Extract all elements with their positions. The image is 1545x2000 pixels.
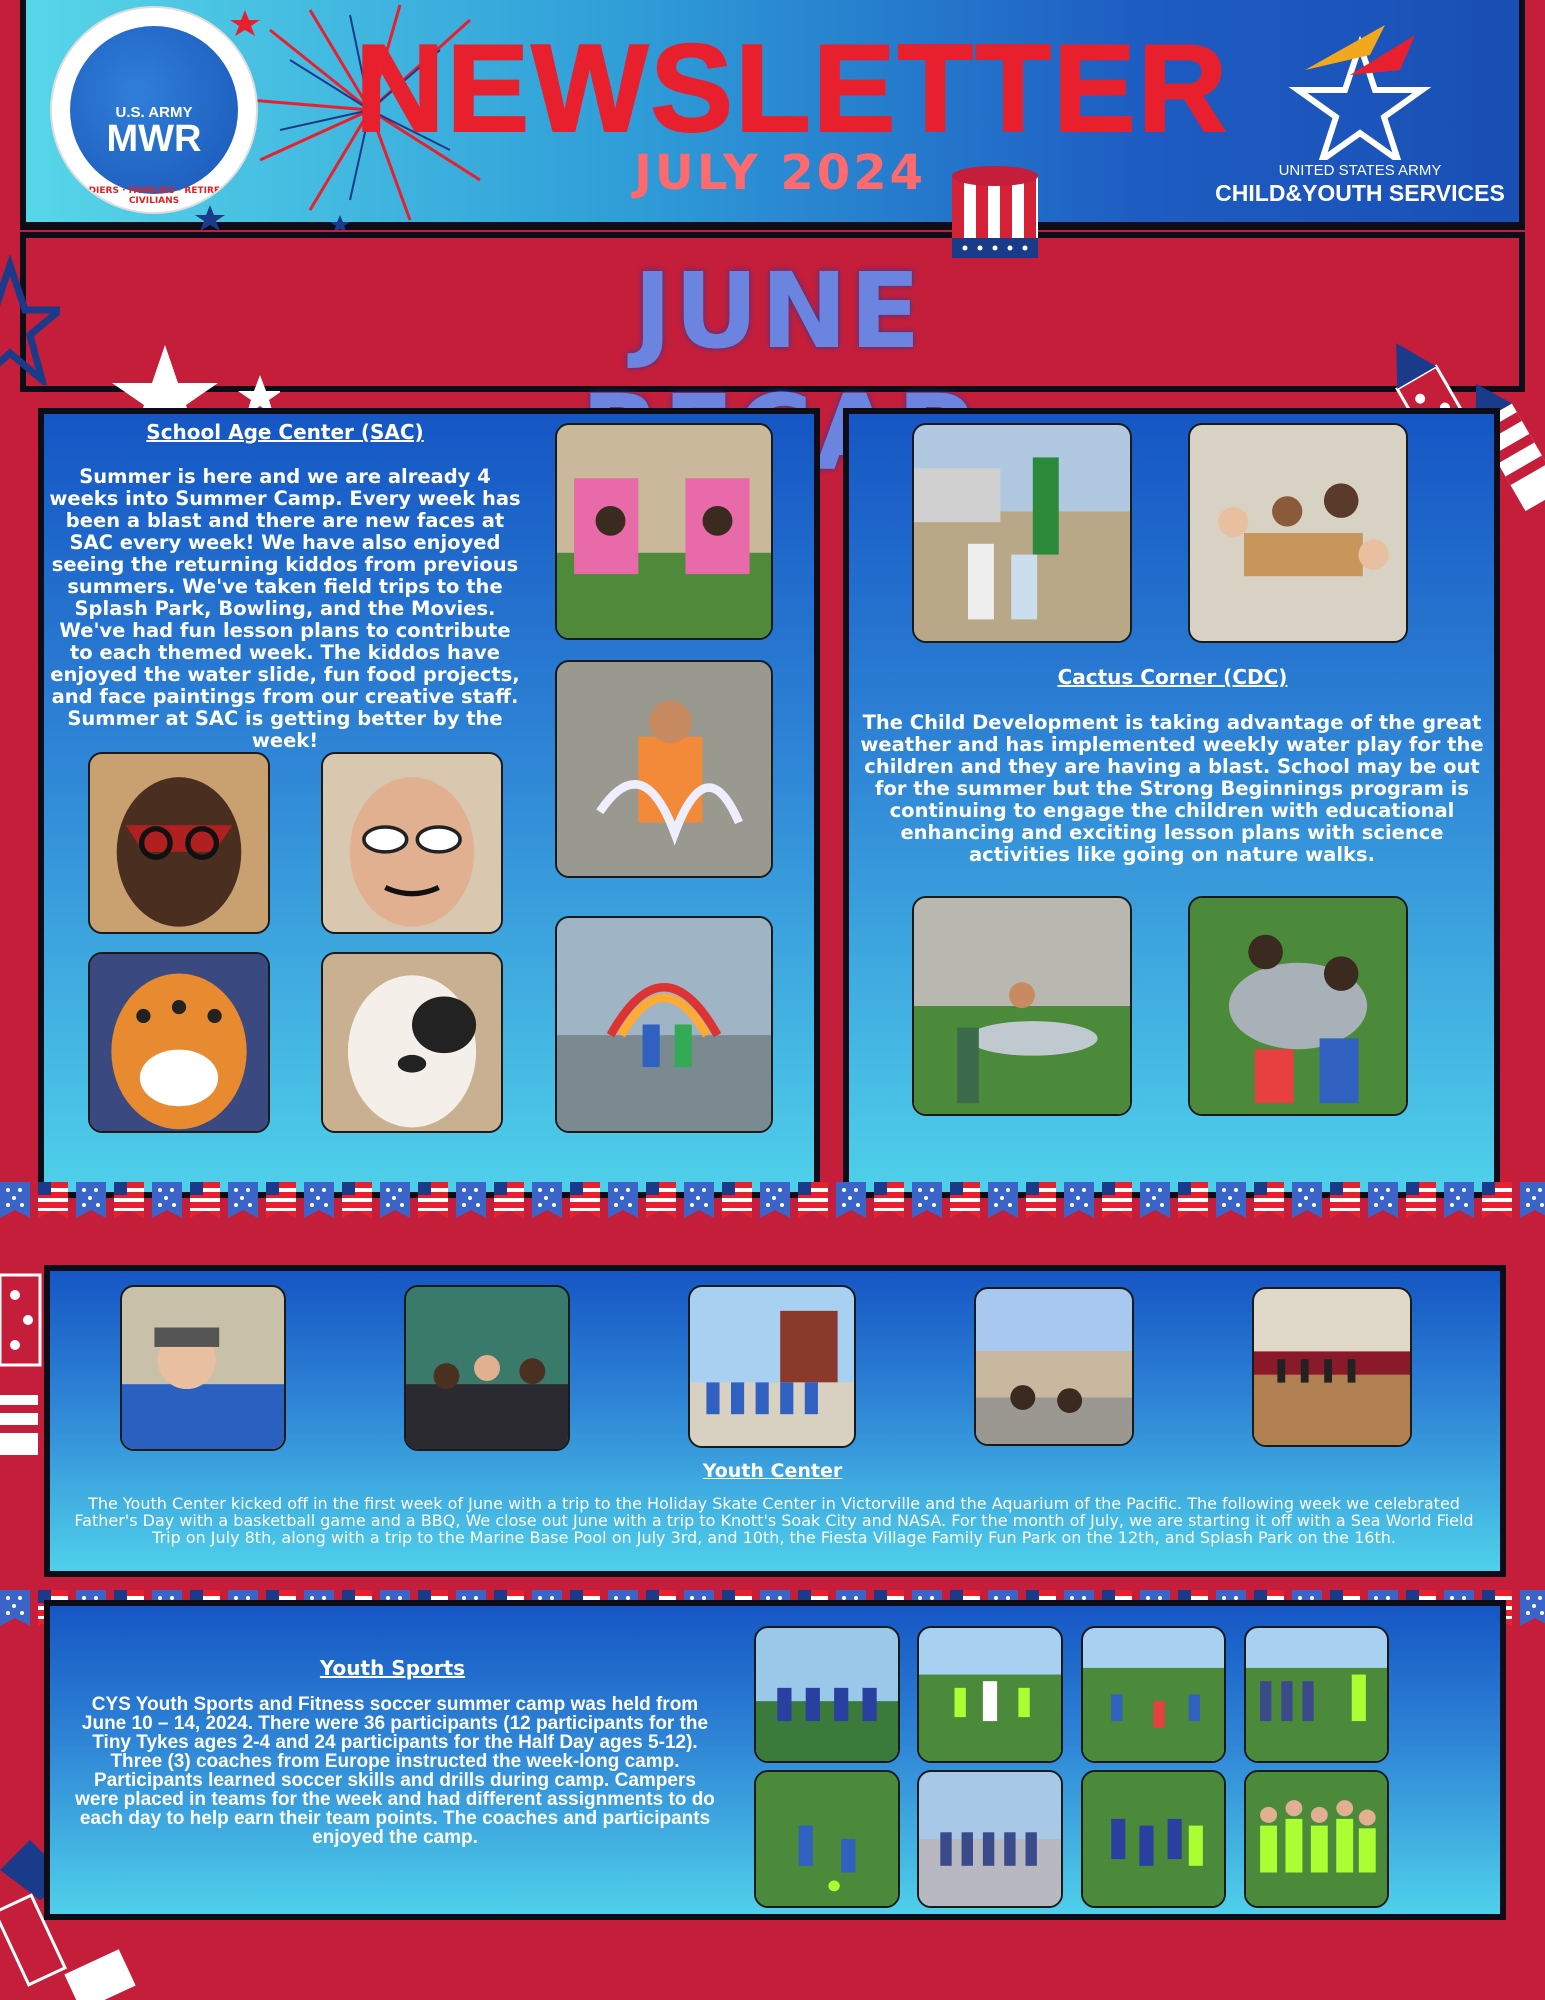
cys-logo-line1: UNITED STATES ARMY bbox=[1278, 162, 1442, 179]
star-logo-icon bbox=[1210, 15, 1510, 160]
sac-facepaint-1 bbox=[88, 752, 270, 934]
recap-title: JUNE bbox=[633, 250, 923, 372]
youth-center-heading: Youth Center bbox=[702, 1460, 843, 1482]
cdc-photo-outdoor bbox=[912, 423, 1132, 643]
cdc-photo-water-play bbox=[1188, 896, 1408, 1116]
youth-center-body: The Youth Center kicked off in the first week of June with a trip to the Holiday Skate Center in Victorville and the Aquarium of the Pacific. The following week we celebrated Father's Day with a basketball game and a BBQ, We close out June with a trip to Knott's Soak City and NASA. For the month of July, we are starting it off with a Sea World Field Trip on July 8th, along with a trip to the Marine Base Pool on July 3rd, and 10th, the Fiesta Village Family Fun Park on the 12th, and Splash Park on the 16th. bbox=[74, 1494, 1474, 1547]
uncle-sam-hat-icon bbox=[930, 158, 1060, 283]
newsletter-title: NEWSLETTER bbox=[355, 20, 1230, 158]
cdc-heading: Cactus Corner (CDC) bbox=[1057, 665, 1288, 689]
sports-photo-3 bbox=[1081, 1626, 1226, 1763]
youth-photo-4 bbox=[974, 1287, 1134, 1446]
youth-sports-heading: Youth Sports bbox=[319, 1656, 466, 1680]
youth-sports-body: CYS Youth Sports and Fitness soccer summer camp was held from June 10 – 14, 2024. There were 36 participants (12 participants for the Tiny Tykes ages 2-4 and 24 participants for the Half Day ages 5-12). Three (3) coaches from Europe instructed the week-long camp. Participants learned soccer skills and drills during camp. Campers were placed in teams for the week and had different assignments to do each day to help earn their team points. The coaches and participants enjoyed the camp. bbox=[75, 1694, 715, 1848]
sports-photo-1 bbox=[754, 1626, 900, 1763]
sac-facepaint-3 bbox=[88, 952, 270, 1133]
decor-stars-white-icon bbox=[110, 345, 280, 415]
sports-photo-7 bbox=[1081, 1770, 1226, 1908]
decor-star-left-icon bbox=[0, 255, 60, 385]
youth-photo-5 bbox=[1252, 1287, 1412, 1447]
cdc-photo-water-table bbox=[912, 896, 1132, 1116]
mwr-logo-line2: MWR bbox=[106, 118, 202, 160]
sports-photo-8 bbox=[1244, 1770, 1389, 1908]
sac-photo-splash-park bbox=[555, 916, 773, 1133]
sports-photo-2 bbox=[917, 1626, 1063, 1763]
mwr-logo-line1: U.S. ARMY bbox=[115, 104, 193, 121]
bunting-top bbox=[0, 1180, 1545, 1220]
sports-photo-6 bbox=[917, 1770, 1063, 1908]
youth-photo-1 bbox=[120, 1285, 286, 1451]
cdc-body: The Child Development is taking advantage of the great weather and has implemented weekly water play for the children and they are having a blast. School may be out for the summer but the Strong Beginnings program is continuing to engage the children with educational enhancing and exciting lesson plans with science activities like going on nature walks. bbox=[860, 711, 1484, 866]
youth-photo-3 bbox=[688, 1285, 856, 1448]
firework-rocket-left-icon bbox=[0, 1255, 45, 1485]
cdc-photo-classroom bbox=[1188, 423, 1408, 643]
youth-photo-2 bbox=[404, 1285, 570, 1451]
sac-heading: School Age Center (SAC) bbox=[146, 420, 424, 444]
sports-photo-4 bbox=[1244, 1626, 1389, 1763]
sac-photo-chairs bbox=[555, 423, 773, 640]
sac-photo-splash bbox=[555, 660, 773, 878]
cys-logo-line2: CHILD&YOUTH SERVICES bbox=[1215, 180, 1505, 206]
sac-facepaint-2 bbox=[321, 752, 503, 934]
sac-body: Summer is here and we are already 4 weeks into Summer Camp. Every week has been a blast and there are new faces at SAC every week! We have also enjoyed seeing the returning kiddos from previous summers. We've taken field trips to the Splash Park, Bowling, and the Movies. We've had fun lesson plans to contribute to each themed week. The kiddos have enjoyed the water slide, fun food projects, and face paintings from our creative staff. Summer at SAC is getting better by the week! bbox=[49, 465, 521, 752]
issue-date: JULY 2024 bbox=[633, 145, 926, 201]
mwr-logo-ring: SOLDIERS · FAMILIES · RETIREES · CIVILIANS bbox=[68, 186, 240, 206]
sports-photo-5 bbox=[754, 1770, 900, 1908]
mwr-logo bbox=[52, 8, 256, 212]
cys-logo bbox=[1210, 15, 1510, 215]
sac-facepaint-4 bbox=[321, 952, 503, 1133]
